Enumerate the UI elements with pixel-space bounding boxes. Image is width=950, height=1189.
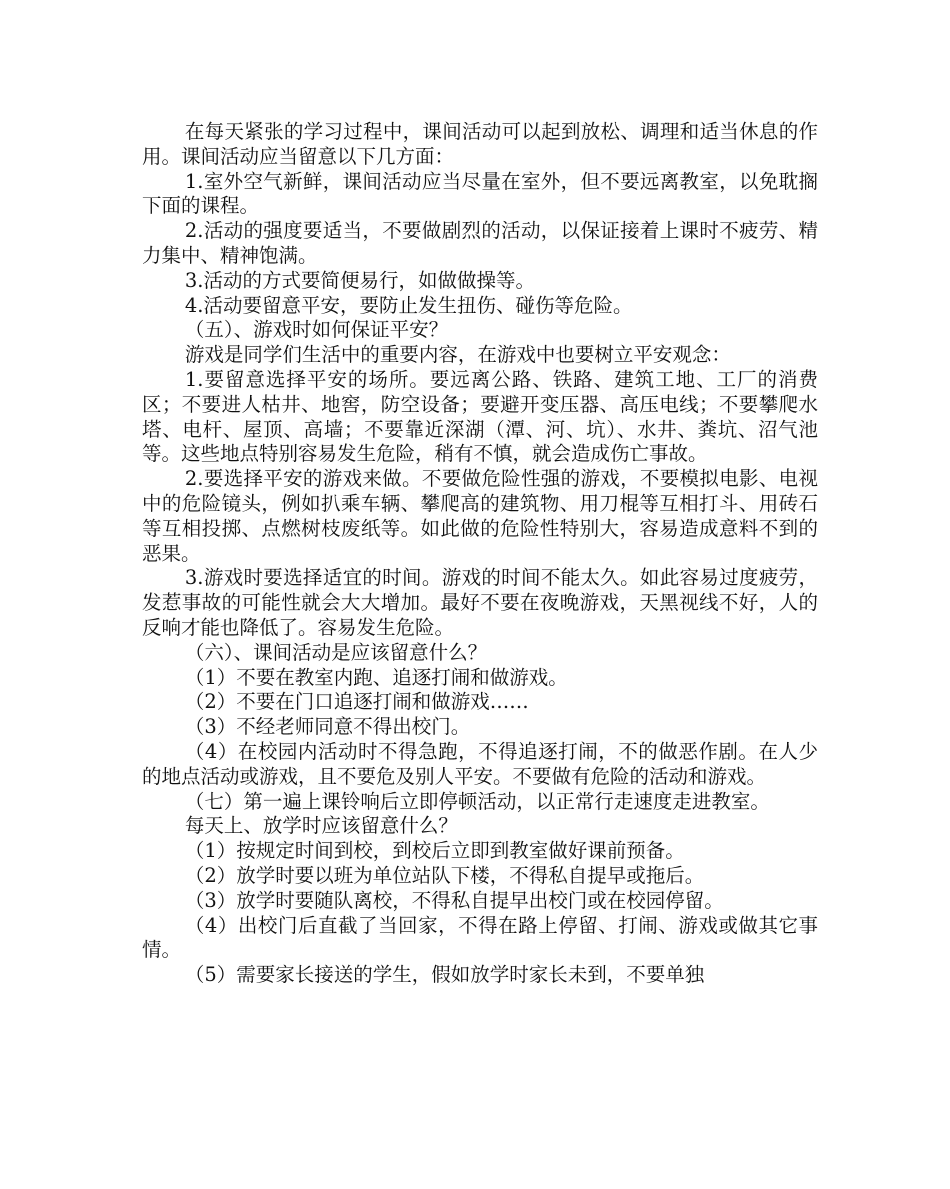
section-heading: （七）第一遍上课铃响后立即停顿活动，以正常行走速度走进教室。 [184,789,770,813]
paragraph: 3.游戏时要选择适宜的时间。游戏的时间不能太久。如此容易过度疲劳，发惹事故的可能性就会大大增加。最好不要在夜晚游戏，天黑视线不好，人的反响才能也降低了。容易发生危险。 [142,566,818,639]
paragraph: （1）按规定时间到校，到校后立即到教室做好课前预备。 [184,839,685,863]
paragraph: 2.要选择平安的游戏来做。不要做危险性强的游戏，不要模拟电影、电视中的危险镜头，例如扒乘车辆、攀爬高的建筑物、用刀棍等互相打斗、用砖石等互相投掷、点燃树枝废纸等。如此做的危险性特别大，容易造成意料不到的恶果。 [142,467,818,565]
paragraph: 游戏是同学们生活中的重要内容，在游戏中也要树立平安观念： [184,343,731,367]
document-body [142,120,818,988]
section-heading: 每天上、放学时应该留意什么？ [184,814,458,838]
paragraph: （5）需要家长接送的学生，假如放学时家长未到，不要单独 [184,963,705,987]
paragraph: 4.活动要留意平安，要防止发生扭伤、碰伤等危险。 [184,293,633,317]
paragraph: 2.活动的强度要适当，不要做剧烈的活动，以保证接着上课时不疲劳、精力集中、精神饱满。 [142,219,818,267]
paragraph: （3）放学时要随队离校，不得私自提早出校门或在校园停留。 [184,888,724,912]
paragraph: （4）在校园内活动时不得急跑，不得追逐打闹，不的做恶作剧。在人少的地点活动或游戏，且不要危及别人平安。不要做有危险的活动和游戏。 [142,739,818,788]
paragraph: 1.室外空气新鲜，课间活动应当尽量在室外，但不要远离教室，以免耽搁下面的课程。 [142,169,818,218]
paragraph: （1）不要在教室内跑、追逐打闹和做游戏。 [184,665,568,689]
section-heading: （六）、课间活动是应该留意什么？ [184,640,488,664]
paragraph: （2）放学时要以班为单位站队下楼，不得私自提早或拖后。 [184,863,705,887]
paragraph: （2）不要在门口追逐打闹和做游戏…… [184,690,529,714]
section-heading: （五）、游戏时如何保证平安？ [184,318,449,342]
paragraph: 在每天紧张的学习过程中，课间活动可以起到放松、调理和适当休息的作用。课间活动应当留意以下几方面： [142,120,818,168]
paragraph: （3）不经老师同意不得出校门。 [184,715,471,739]
paragraph: （4）出校门后直截了当回家，不得在路上停留、打闹、游戏或做其它事情。 [142,913,818,962]
paragraph: 3.活动的方式要简便易行，如做做操等。 [184,268,535,292]
paragraph: 1.要留意选择平安的场所。要远离公路、铁路、建筑工地、工厂的消费区；不要进人枯井、地窖，防空设备；要避开变压器、高压电线；不要攀爬水塔、电杆、屋顶、高墙；不要靠近深湖（潭、河、坑）、水井、粪坑、沼气池等。这些地点特别容易发生危险，稍有不慎，就会造成伤亡事故。 [142,367,818,466]
